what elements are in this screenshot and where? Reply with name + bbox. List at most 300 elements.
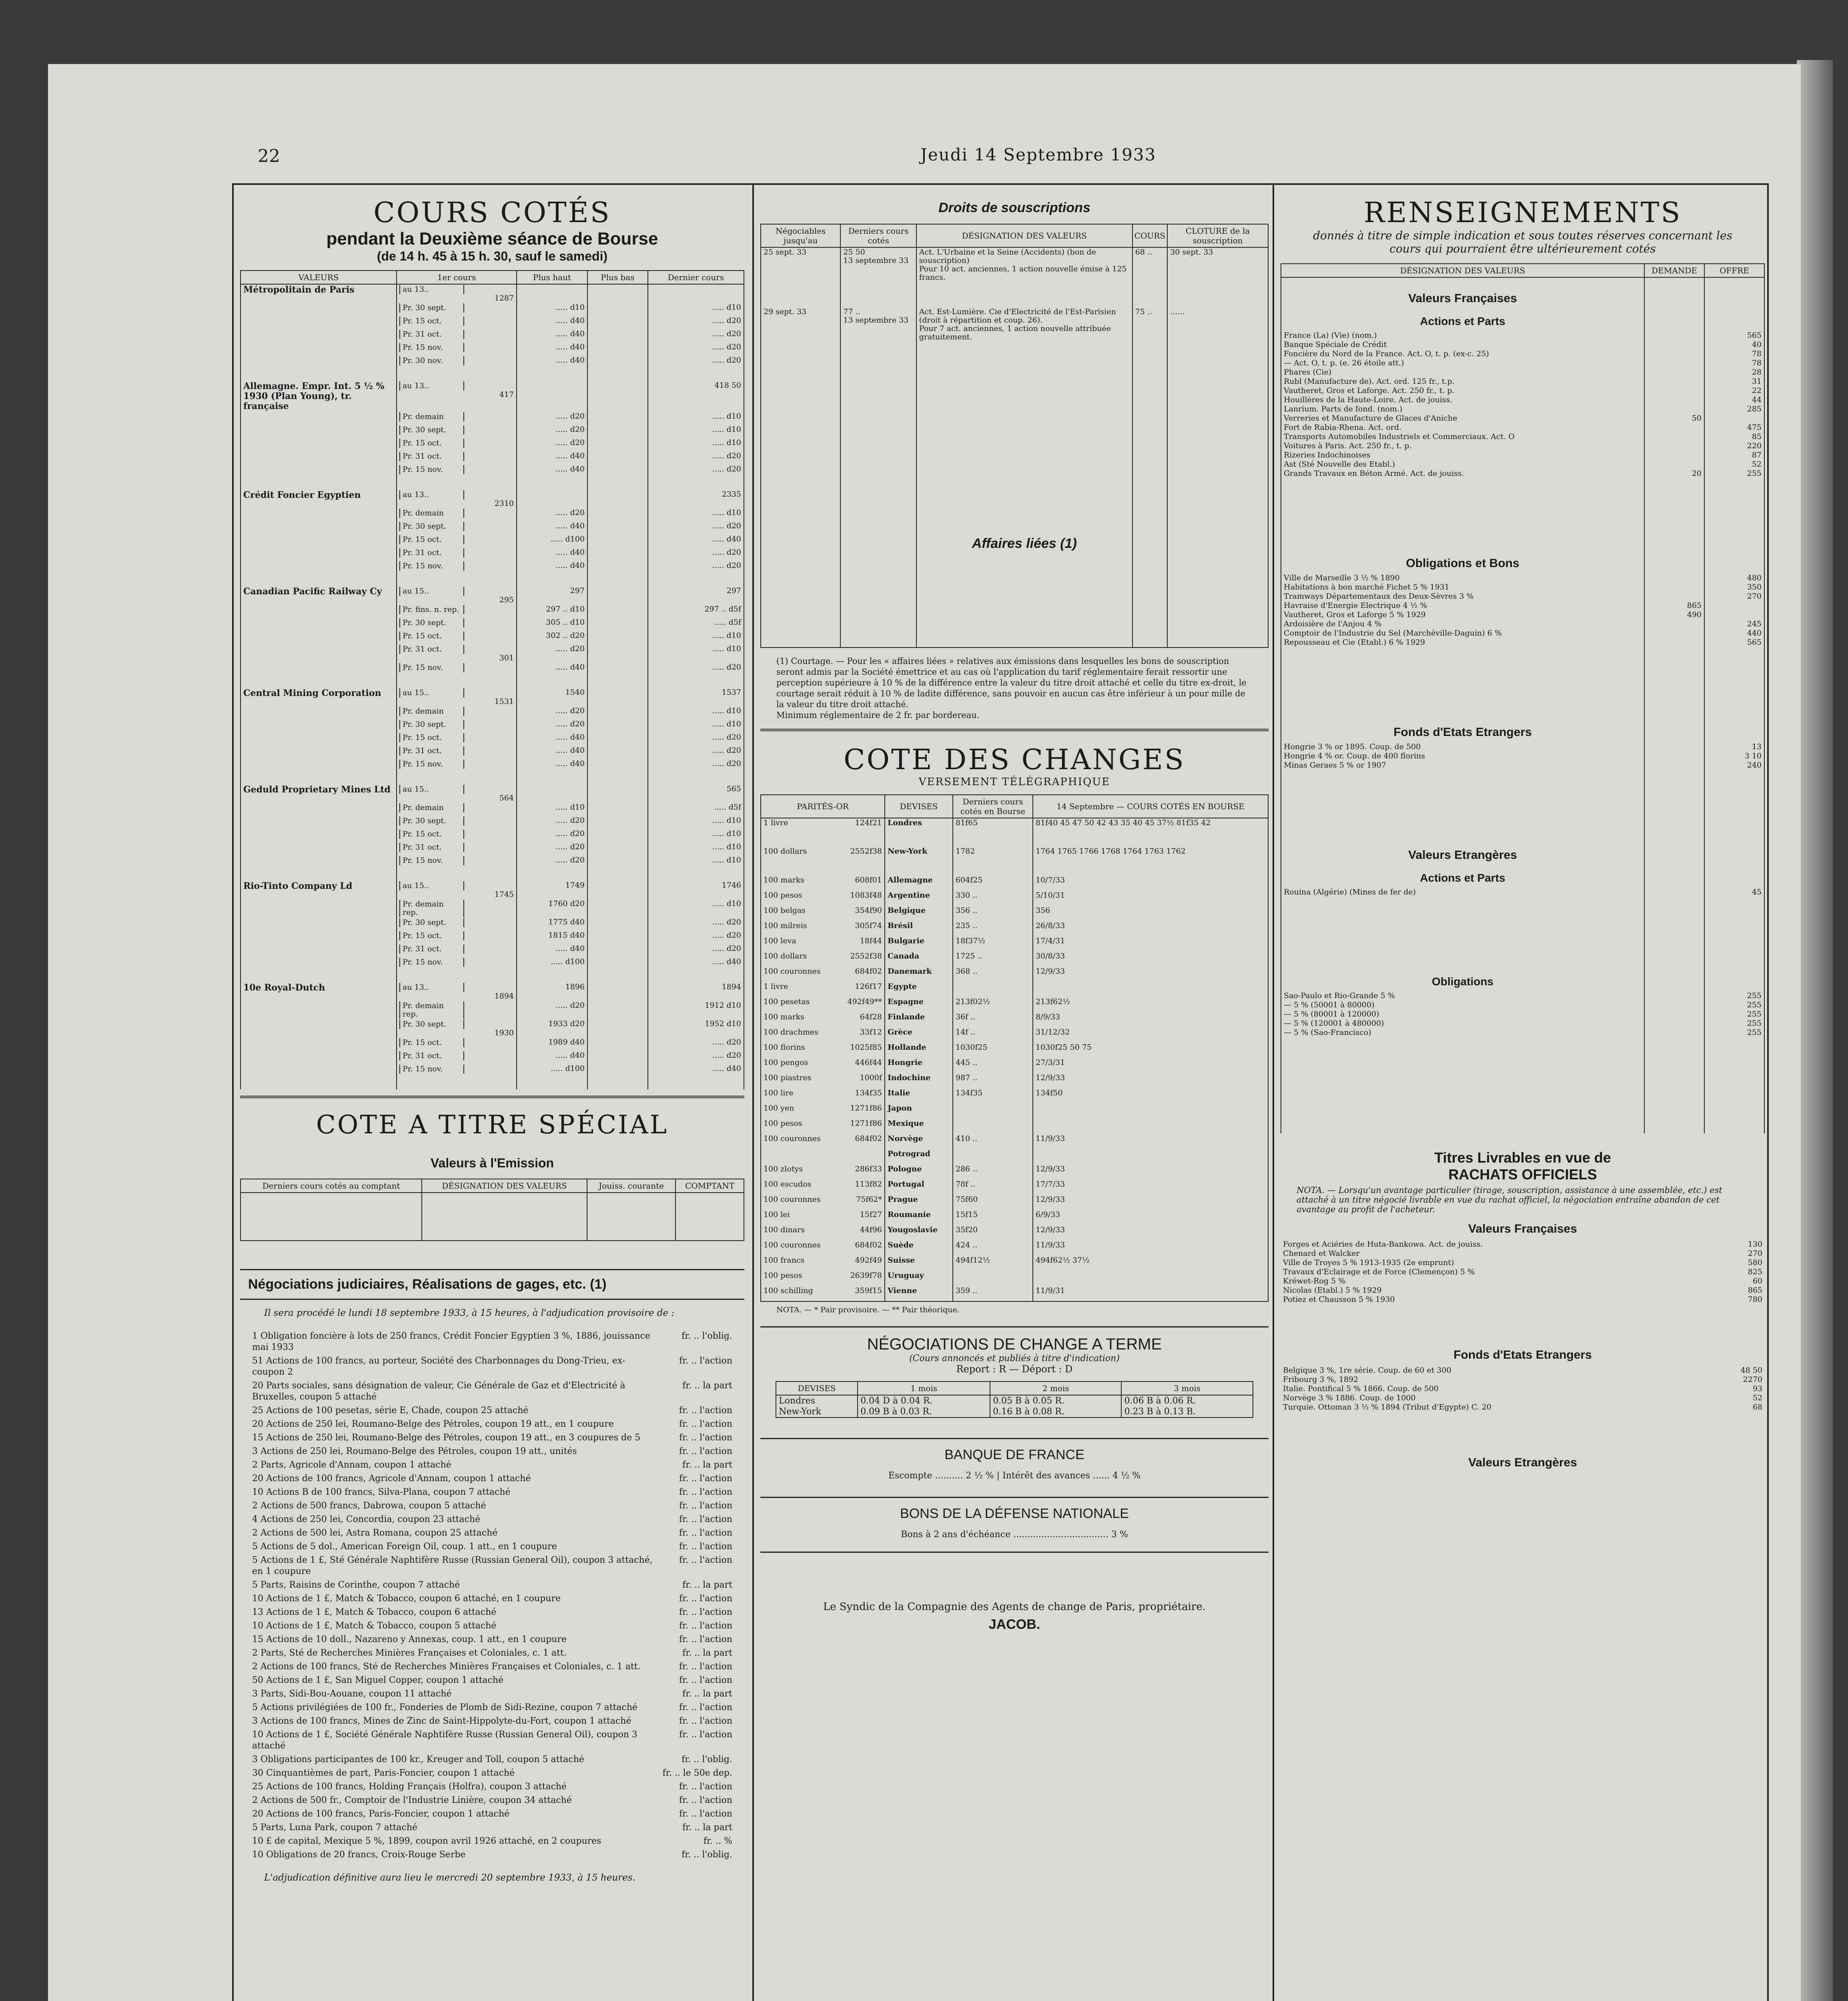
- devise-cell: Espagne: [885, 997, 953, 1013]
- security-name: [241, 733, 397, 746]
- nego-item-text: 3 Actions de 100 francs, Mines de Zinc de Saint-Hippolyte-du-Fort, coupon 1 attaché: [252, 1716, 631, 1726]
- rens-cell: 85: [1704, 432, 1764, 441]
- nego-item: [252, 1620, 732, 1632]
- table-row: [761, 1043, 1268, 1058]
- devise-cell: Danemark: [885, 967, 953, 982]
- table-row: [1281, 752, 1764, 761]
- emission-table: [240, 1179, 744, 1241]
- affaires-title: Affaires liées (1): [972, 536, 1077, 551]
- table-row: [1281, 583, 1764, 592]
- table-row: [1281, 359, 1764, 368]
- nego-item: [252, 1593, 732, 1604]
- period-cell: Pr. 15 oct.: [400, 931, 464, 940]
- spacer-cell: [648, 1077, 744, 1089]
- parite-cell: [761, 1241, 885, 1256]
- table-row: [761, 1210, 1268, 1225]
- rens-cell: Foncière du Nord de la France. Act. O, t. p. (ex-c. 25): [1281, 349, 1644, 359]
- table-row: [241, 631, 744, 644]
- rens-cell: 255: [1704, 1010, 1764, 1019]
- spacer-cell: [648, 369, 744, 381]
- high-price: 302 .. d20: [517, 631, 587, 644]
- spacer-cell: [517, 369, 587, 381]
- table-row: [1281, 460, 1764, 469]
- nego-item-text: 10 £ de capital, Mexique 5 %, 1899, coupon avril 1926 attaché, en 2 coupures: [252, 1836, 601, 1846]
- parite-unit: 100 pesos: [764, 891, 802, 900]
- first-price-value: 301: [499, 654, 514, 662]
- section-title: [1281, 1412, 1765, 1474]
- security-name: [241, 521, 397, 535]
- devise-cell: Canada: [885, 952, 953, 967]
- nego-item: [252, 1331, 732, 1353]
- devise-cell: [885, 833, 953, 847]
- section-subtitle-text: Obligations: [1281, 969, 1644, 991]
- nego-item-price: fr. .. la part: [682, 1648, 732, 1658]
- table-row: [1281, 1258, 1765, 1267]
- section-title: [1281, 719, 1764, 742]
- table-row: [241, 931, 744, 944]
- sous-last: 25 50 13 septembre 33: [840, 247, 916, 307]
- rens-cell: Hongrie 4 % or. Coup. de 400 florins: [1281, 752, 1644, 761]
- rens-cell: 440: [1704, 629, 1764, 638]
- nego-item-price: fr. .. la part: [682, 1823, 732, 1833]
- table-row: [1281, 451, 1764, 460]
- last-price: ..... d20: [648, 561, 744, 574]
- low-price: [587, 759, 648, 772]
- security-name: Allemagne. Empr. Int. 5 ½ % 1930 (Plan Young), tr. française: [241, 381, 397, 412]
- rens-header: DÉSIGNATION DES VALEURS: [1281, 264, 1644, 277]
- parite-unit: 100 dollars: [764, 952, 807, 960]
- table-row: [241, 438, 744, 451]
- last-price: ..... d10: [648, 412, 744, 425]
- rachat-cell: 865: [1748, 1286, 1762, 1295]
- parite-unit: 100 francs: [764, 1256, 805, 1265]
- nego-item: [252, 1500, 732, 1512]
- devise-cell: Pologne: [885, 1165, 953, 1180]
- table-row: [1281, 991, 1764, 1000]
- high-price: [517, 784, 587, 803]
- low-price: [587, 316, 648, 329]
- period-cell: Pr. demain rep.: [400, 1001, 464, 1019]
- table-row: [241, 316, 744, 329]
- nego-item: [252, 1836, 732, 1847]
- period-and-first: [397, 944, 517, 957]
- devise-cell: Indochine: [885, 1073, 953, 1089]
- terme-cell: 0.09 B à 0.03 R.: [858, 1406, 990, 1418]
- emission-header: Derniers cours cotés au comptant: [241, 1179, 422, 1193]
- high-price: ..... d40: [517, 343, 587, 356]
- rachats-title-2: RACHATS OFFICIELS: [1448, 1166, 1597, 1183]
- nego-item: [252, 1849, 732, 1861]
- last-price: ..... d20: [648, 343, 744, 356]
- table-row: [761, 1271, 1268, 1286]
- spacer-cell: [241, 369, 397, 381]
- jacob-signature: JACOB.: [988, 1617, 1040, 1632]
- section-title: [1281, 1304, 1765, 1366]
- last-price: ..... d40: [648, 957, 744, 970]
- high-price: ..... d40: [517, 746, 587, 759]
- rachat-cell: [1645, 1295, 1705, 1304]
- period-cell: Pr. 30 nov.: [400, 356, 464, 365]
- period-and-first: [397, 535, 517, 548]
- nego-item-price: fr. .. %: [703, 1836, 732, 1846]
- period-and-first: [397, 284, 517, 303]
- high-price: ..... d40: [517, 329, 587, 343]
- nego-item-text: 5 Actions de 1 £, Sté Générale Naphtifère Russe (Russian General Oil), coupon 3 attaché, en 1 coupure: [252, 1555, 653, 1576]
- last-cours-cell: 14f ..: [953, 1028, 1033, 1043]
- nego-item-text: 20 Actions de 100 francs, Paris-Foncier, coupon 1 attaché: [252, 1809, 510, 1819]
- low-price: [587, 746, 648, 759]
- rens-cell: 270: [1704, 592, 1764, 601]
- period-and-first: [397, 1038, 517, 1051]
- table-row: [761, 1195, 1268, 1210]
- rens-cell: [1644, 573, 1704, 583]
- sous-date: 25 sept. 33: [761, 247, 840, 307]
- rachat-cell: 825: [1748, 1267, 1762, 1276]
- cours-cotes-title: COURS COTÉS: [373, 196, 611, 229]
- emission-title: Valeurs à l'Emission: [430, 1156, 554, 1170]
- parite-value: 75f62*: [856, 1195, 882, 1204]
- period-cell: Pr. 30 sept.: [400, 425, 464, 435]
- period-cell: Pr. 30 sept.: [400, 303, 464, 313]
- spacer-cell: [241, 1077, 397, 1089]
- page-number: 22: [258, 146, 280, 166]
- parite-unit: 100 dollars: [764, 847, 807, 856]
- last-cours-cell: 1725 ..: [953, 952, 1033, 967]
- changes-subtitle: VERSEMENT TÉLÉGRAPHIQUE: [918, 776, 1110, 788]
- section-gap: [1281, 770, 1764, 842]
- empty-cell: [1704, 550, 1764, 573]
- low-price: [587, 944, 648, 957]
- devise-cell: Suède: [885, 1241, 953, 1256]
- security-name: [241, 931, 397, 944]
- gap-cell: [1704, 770, 1764, 842]
- rens-cell: 78: [1704, 359, 1764, 368]
- last-price: ..... d40: [648, 535, 744, 548]
- last-cours-cell: 410 ..: [953, 1134, 1033, 1149]
- parite-cell: [761, 952, 885, 967]
- rens-cell: [1644, 451, 1704, 460]
- nego-item-price: fr. .. l'oblig.: [681, 1331, 732, 1341]
- last-cours-cell: 18f37½: [953, 936, 1033, 952]
- rachat-cell: [1645, 1249, 1705, 1258]
- nego-item-text: 25 Actions de 100 pesetas, série E, Chade, coupon 25 attaché: [252, 1406, 529, 1416]
- low-price: [587, 720, 648, 733]
- table-row: [241, 343, 744, 356]
- nego-item-price: fr. .. l'action: [679, 1702, 732, 1712]
- rens-cell: Tramways Départementaux des Deux-Sèvres 3 %: [1281, 592, 1644, 601]
- table-row: [761, 1073, 1268, 1089]
- table-row: [1281, 1295, 1765, 1304]
- table-row: [1281, 592, 1764, 601]
- period-and-first: [397, 490, 517, 508]
- empty-cell: [1644, 285, 1704, 309]
- security-name: [241, 1019, 397, 1038]
- parite-unit: 100 yen: [764, 1104, 794, 1113]
- rachat-cell: [1645, 1240, 1705, 1249]
- rens-cell: [1644, 349, 1704, 359]
- table-row: [1281, 469, 1764, 478]
- period-and-first: [397, 663, 517, 676]
- table-row: [241, 329, 744, 343]
- parite-value: 1000f: [860, 1073, 882, 1082]
- parite-cell: [761, 936, 885, 952]
- rachat-cell: [1645, 1403, 1705, 1412]
- low-price: [587, 425, 648, 438]
- rachats-title: Titres Livrables en vue de: [1434, 1149, 1611, 1166]
- devise-cell: Italie: [885, 1089, 953, 1104]
- nego-item-text: 30 Cinquantièmes de part, Paris-Foncier, coupon 1 attaché: [252, 1768, 515, 1778]
- last-price: ..... d10: [648, 425, 744, 438]
- last-price: ..... d10: [648, 631, 744, 644]
- rachat-cell: [1645, 1267, 1705, 1277]
- rachat-cell: 580: [1748, 1258, 1762, 1267]
- nego-title: Négociations judiciaires, Réalisations de gages, etc. (1): [248, 1277, 607, 1292]
- parite-value: 286f33: [855, 1165, 882, 1173]
- parite-cell: [761, 1119, 885, 1134]
- rens-cell: Ardoisière de l'Anjou 4 %: [1281, 620, 1644, 629]
- period-and-first: [397, 561, 517, 574]
- period-cell: Pr. 30 sept.: [400, 918, 464, 927]
- last-price: 297 .. d5f: [648, 605, 744, 618]
- table-row: [761, 921, 1268, 936]
- last-price: ..... d20: [648, 356, 744, 369]
- parite-unit: 100 florins: [764, 1043, 805, 1052]
- table-row: [1281, 742, 1764, 752]
- rens-cell: — Act. O, t. p. (e. 26 étoile att.): [1281, 359, 1644, 368]
- today-cours-cell: [1033, 1104, 1268, 1119]
- nego-item-text: 10 Actions B de 100 francs, Silva-Plana, coupon 7 attaché: [252, 1487, 511, 1497]
- spacer-cell: [587, 574, 648, 586]
- bons-title: BONS DE LA DÉFENSE NATIONALE: [900, 1506, 1129, 1521]
- devise-cell: Uruguay: [885, 1271, 953, 1286]
- nego-item-price: fr. .. l'action: [679, 1487, 732, 1497]
- nego-item-price: fr. .. la part: [682, 1580, 732, 1590]
- devise-cell: Vienne: [885, 1286, 953, 1301]
- nego-item: [252, 1781, 732, 1792]
- today-cours-cell: 81f40 45 47 50 42 43 35 40 45 37½ 81f35 42: [1033, 818, 1268, 833]
- rachats-nota: NOTA. — Lorsqu'un avantage particulier (tirage, souscription, assistance à une assemblée, etc.) est attaché à un titre négocié livrable en vue du rachat officiel, la négociation entraîne abandon de cet avantage au profit de l'acheteur.: [1297, 1185, 1722, 1214]
- column-divider: [1273, 184, 1274, 2001]
- parite-unit: 100 leva: [764, 936, 796, 945]
- low-price: [587, 381, 648, 412]
- table-spacer: [241, 574, 744, 586]
- nego-item-text: 51 Actions de 100 francs, au porteur, Société des Charbonnages du Dong-Trieu, ex-coupon 2: [252, 1356, 625, 1377]
- low-price: [587, 1064, 648, 1077]
- period-cell: Pr. 15 nov.: [400, 465, 464, 474]
- table-row: [761, 1149, 1268, 1165]
- low-price: [587, 1051, 648, 1064]
- nego-item-text: 5 Parts, Luna Park, coupon 7 attaché: [252, 1823, 418, 1833]
- table-row: [1281, 573, 1764, 583]
- nego-item: [252, 1754, 732, 1765]
- table-row: [1281, 1010, 1764, 1019]
- empty-cell: [1704, 285, 1764, 309]
- rens-cell: 255: [1704, 991, 1764, 1000]
- last-price: ..... d20: [648, 918, 744, 931]
- terme-cell: 0.23 B à 0.13 B.: [1121, 1406, 1253, 1418]
- period-cell: Pr. 31 oct.: [400, 1051, 464, 1061]
- gap-cell: [1644, 770, 1704, 842]
- rens-cell: — 5 % (120001 à 480000): [1281, 1019, 1644, 1028]
- rens-cell: 40: [1704, 340, 1764, 349]
- nego-item-text: 20 Parts sociales, sans désignation de valeur, Cie Générale de Gaz et d'Electricité à Bruxelles, coupon 5 attaché: [252, 1381, 625, 1402]
- period-and-first: [397, 605, 517, 618]
- period-and-first: [397, 1019, 517, 1038]
- sous-desig: Act. L'Urbaine et la Seine (Accidents) (bon de souscription) Pour 10 act. anciennes, 1 action nouvelle émise à 125 francs.: [916, 247, 1132, 307]
- table-row: [241, 561, 744, 574]
- nego-item-price: fr. .. l'action: [679, 1730, 732, 1740]
- spacer-cell: [648, 574, 744, 586]
- section-gap: [1281, 647, 1764, 719]
- rens-cell: 255: [1704, 1019, 1764, 1028]
- security-name: [241, 548, 397, 561]
- parite-value: 446f44: [855, 1058, 882, 1067]
- nego-item-price: fr. .. l'action: [679, 1716, 732, 1726]
- rens-cell: [1644, 592, 1704, 601]
- terme-cell: 0.06 B à 0.06 R.: [1121, 1395, 1253, 1406]
- nego-item-price: fr. .. la part: [682, 1689, 732, 1699]
- gap-cell: [1281, 647, 1644, 719]
- parite-cell: [761, 1089, 885, 1104]
- parite-cell: [761, 1180, 885, 1195]
- spacer-cell: [397, 1077, 517, 1089]
- special-title: COTE A TITRE SPÉCIAL: [316, 1110, 669, 1140]
- period-cell: Pr. 30 sept.: [400, 1020, 464, 1029]
- sous-cloture: 30 sept. 33: [1167, 247, 1268, 307]
- last-price: ..... d10: [648, 816, 744, 829]
- table-spacer: [241, 676, 744, 688]
- period-cell: au 15..: [400, 688, 464, 698]
- nego-item: [252, 1688, 732, 1700]
- rachat-cell: Forges et Aciéries de Huta-Bankowa. Act. de jouiss.: [1283, 1240, 1483, 1249]
- period-and-first: [397, 425, 517, 438]
- parite-cell: [761, 921, 885, 936]
- page-date: Jeudi 14 Septembre 1933: [920, 145, 1157, 164]
- today-cours-cell: 12/9/33: [1033, 967, 1268, 982]
- empty-cell: [1704, 842, 1764, 865]
- high-price: ..... d20: [517, 842, 587, 856]
- rachat-cell: [1645, 1384, 1705, 1393]
- last-price: [648, 284, 744, 303]
- rens-cell: 44: [1704, 395, 1764, 405]
- nego-item-price: fr. .. la part: [682, 1460, 732, 1470]
- table-row: [1281, 331, 1764, 340]
- period-and-first: [397, 508, 517, 521]
- rens-cell: Minas Geraes 5 % or 1907: [1281, 761, 1644, 770]
- gap-cell: [1704, 1037, 1764, 1133]
- rens-cell: [1644, 386, 1704, 395]
- high-price: ..... d100: [517, 957, 587, 970]
- security-name: [241, 343, 397, 356]
- nego-item: [252, 1716, 732, 1727]
- gap-cell: [1704, 897, 1764, 969]
- last-cours-cell: 1782: [953, 847, 1033, 862]
- last-price: ..... d20: [648, 548, 744, 561]
- section-subtitle: [1281, 969, 1764, 991]
- rens-cell: [1644, 629, 1704, 638]
- last-price: ..... d20: [648, 329, 744, 343]
- table-row: [1281, 1000, 1764, 1010]
- devise-cell: [885, 862, 953, 876]
- period-cell: Pr. 15 oct.: [400, 632, 464, 641]
- nego-item-price: fr. .. l'action: [679, 1607, 732, 1617]
- sous-cloture: ......: [1167, 307, 1268, 367]
- high-price: ..... d20: [517, 644, 587, 663]
- sous-header: Derniers cours cotés: [840, 224, 916, 247]
- table-row: [1281, 1240, 1765, 1249]
- today-cours-cell: 27/3/31: [1033, 1058, 1268, 1073]
- table-row: [1281, 1393, 1765, 1403]
- spacer-cell: [397, 676, 517, 688]
- table-row: [1281, 888, 1764, 897]
- parite-unit: 100 couronnes: [764, 1134, 821, 1143]
- parite-value: 1271f86: [850, 1119, 882, 1128]
- rens-cell: Rouina (Algérie) (Mines de fer de): [1281, 888, 1644, 897]
- devise-cell: Japon: [885, 1104, 953, 1119]
- last-cours-cell: 1030f25: [953, 1043, 1033, 1058]
- high-price: 297: [517, 586, 587, 605]
- period-cell: Pr. 31 oct.: [400, 843, 464, 852]
- rens-cell: Rubl (Manufacture de). Act. ord. 125 fr., t.p.: [1281, 377, 1644, 386]
- rens-cell: Voitures à Paris. Act. 250 fr., t. p.: [1281, 441, 1644, 451]
- parite-cell: [761, 1149, 885, 1165]
- security-name: [241, 803, 397, 816]
- parite-cell: [761, 997, 885, 1013]
- period-cell: Pr. 15 nov.: [400, 561, 464, 571]
- devise-cell: Norvège: [885, 1134, 953, 1149]
- terme-cell: New-York: [776, 1406, 858, 1418]
- rens-cell: 3 10: [1704, 752, 1764, 761]
- table-row: [761, 1180, 1268, 1195]
- cours-header: Plus haut: [517, 271, 587, 284]
- period-and-first: [397, 618, 517, 631]
- period-cell: Pr. demain: [400, 803, 464, 812]
- sous-header: CLOTURE de la souscription: [1167, 224, 1268, 247]
- period-cell: au 15..: [400, 881, 464, 890]
- spacer-cell: [241, 772, 397, 784]
- first-price-value: 1930: [494, 1029, 514, 1037]
- nego-item-text: 3 Obligations participantes de 100 kr., Kreuger and Toll, coupon 5 attaché: [252, 1754, 584, 1764]
- rens-cell: [1644, 620, 1704, 629]
- terme-cell: 0.05 B à 0.05 R.: [990, 1395, 1121, 1406]
- high-price: 1989 d40: [517, 1038, 587, 1051]
- cours-cotes-subnote: (de 14 h. 45 à 15 h. 30, sauf le samedi): [377, 249, 608, 263]
- parite-value: 2552f38: [850, 847, 882, 856]
- parite-value: 1271f86: [850, 1104, 882, 1113]
- spacer-cell: [241, 970, 397, 982]
- today-cours-cell: 12/9/33: [1033, 1195, 1268, 1210]
- parite-unit: 100 lire: [764, 1089, 794, 1097]
- table-row: [761, 891, 1268, 906]
- rens-cell: 50: [1644, 414, 1704, 423]
- table-spacer: [241, 478, 744, 490]
- table-row: [1281, 414, 1764, 423]
- nego-item: [252, 1405, 732, 1416]
- table-row: [1281, 386, 1764, 395]
- period-and-first: [397, 586, 517, 605]
- nego-item: [252, 1355, 732, 1378]
- last-price: 2335: [648, 490, 744, 508]
- changes-note: NOTA. — * Pair provisoire. — ** Pair théorique.: [776, 1305, 960, 1314]
- rachat-cell: Potiez et Chausson 5 % 1930: [1283, 1295, 1395, 1304]
- period-and-first: [397, 644, 517, 663]
- rens-cell: [1644, 405, 1704, 414]
- low-price: [587, 1001, 648, 1019]
- today-cours-cell: [1033, 982, 1268, 997]
- table-row: [1281, 1019, 1764, 1028]
- period-cell: Pr. fins. n. rep.: [400, 605, 464, 614]
- rachats-table: [1281, 1218, 1765, 1474]
